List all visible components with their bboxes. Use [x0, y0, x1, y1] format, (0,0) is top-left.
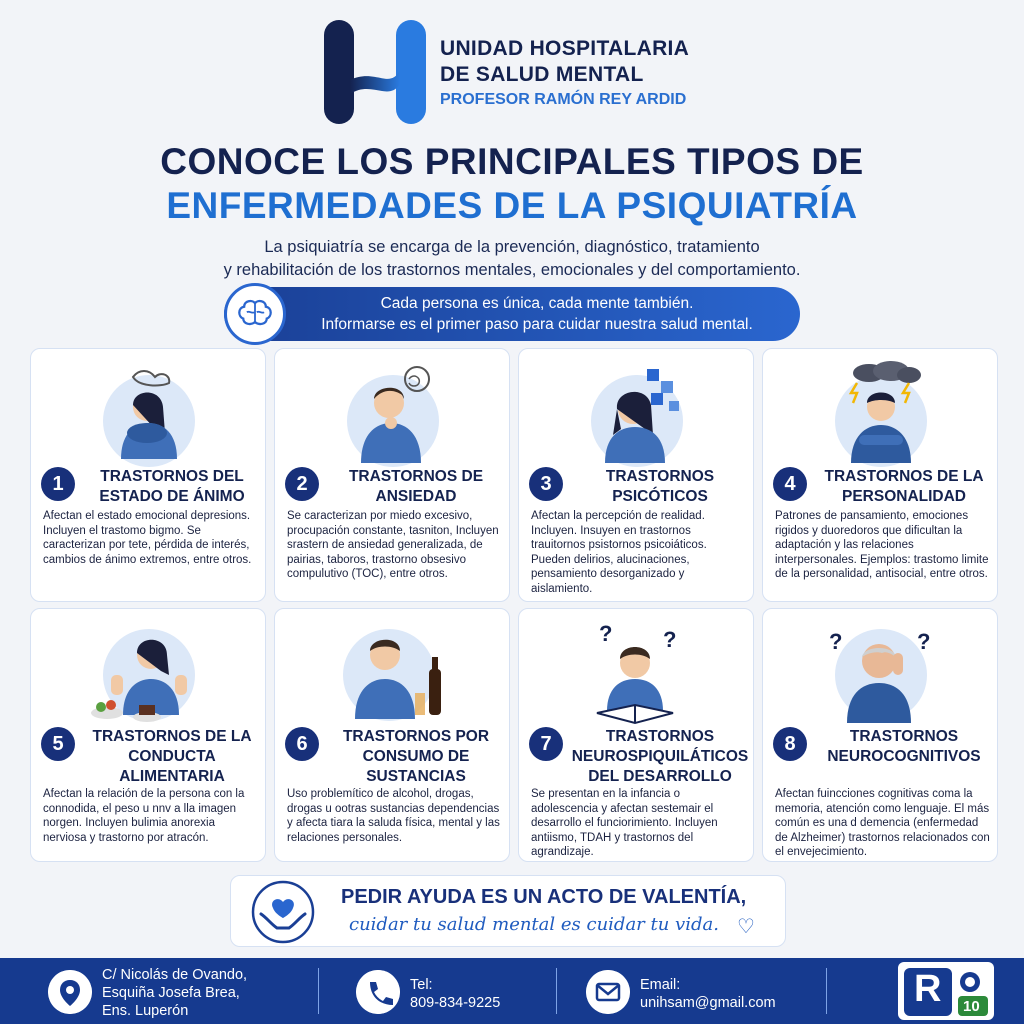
card-title: TRASTORNOS DE ANSIEDAD	[348, 468, 484, 505]
heart-icon: ♡	[737, 916, 755, 938]
card-title: TRASTORNOS PSICÓTICOS	[605, 468, 715, 505]
r10-number: 10	[963, 998, 980, 1015]
card-number: 7	[529, 727, 563, 761]
intro-line-2: y rehabilitación de los trastornos mentales, emocionales y del comportamiento.	[223, 261, 801, 279]
title-line-2: ENFERMEDADES DE LA PSIQUIATRÍA	[166, 185, 858, 226]
card-psychotic	[518, 348, 754, 602]
anxious-man-icon	[333, 359, 453, 469]
storm-cloud-person-icon	[821, 359, 941, 469]
card-substances	[274, 608, 510, 862]
brain-icon	[224, 283, 286, 345]
food-refusal-icon	[89, 619, 209, 729]
card-anxiety	[274, 348, 510, 602]
email-value[interactable]: unihsam@gmail.com	[640, 995, 776, 1011]
r10-logo	[898, 962, 994, 1020]
cta-line-2: cuidar tu salud mental es cuidar tu vida.	[349, 914, 719, 935]
org-line-3: PROFESOR RAMÓN REY ARDID	[440, 91, 687, 108]
card-number: 4	[773, 467, 807, 501]
card-description: Patrones de pansamiento, emociones rigidos y duoredoros que dificultan la adaptación y las relaciones interpersonales. Ejemplos: trastomo limite de la personalidad, antisocial, entre otros.	[775, 510, 989, 581]
location-pin-icon	[48, 970, 92, 1014]
address-line-3: Ens. Luperón	[102, 1003, 189, 1019]
org-line-1: UNIDAD HOSPITALARIA	[440, 37, 690, 60]
banner-line-1: Cada persona es única, cada mente también.	[380, 295, 694, 312]
org-line-2: DE SALUD MENTAL	[440, 63, 644, 86]
card-eating	[30, 608, 266, 862]
intro-text	[0, 236, 1024, 282]
elderly-man-icon	[821, 619, 941, 729]
card-description: Se presentan en la infancia o adolescencia y afectan sestemair el desarrollo el funciorimiento. Incluyen antiismo, TDAH y trastornos del agrandizaje.	[531, 788, 718, 859]
org-name	[440, 36, 689, 112]
svg-text:?: ?	[663, 627, 677, 652]
info-banner	[224, 287, 800, 341]
puzzle-head-icon	[577, 359, 697, 469]
hands-brain-icon	[251, 880, 315, 944]
card-description: Afectan la percepción de realidad. Incluyen. Insuyen en trastornos trauitornos psistornos psicoiáticos. Pueden delirios, alucinaciones, pensamiento desorganizado y aislamiento.	[531, 510, 707, 595]
banner-line-2: Informarse es el primer paso para cuidar nuestra salud mental.	[321, 316, 753, 333]
card-number: 2	[285, 467, 319, 501]
card-title: TRASTORNOS POR CONSUMO DE SUSTANCIAS	[342, 728, 490, 785]
r10-letter: R	[914, 968, 942, 1010]
card-description: Afectan el estado emocional depresions. Incluyen el trastomo bigmo. Se caracterizan por tete, pérdida de interés, cambios de ánimo extremos, entre otros.	[43, 510, 252, 566]
svg-text:?: ?	[599, 621, 613, 646]
card-neurocognitive	[762, 608, 998, 862]
footer-divider	[318, 968, 319, 1014]
card-title: TRASTORNOS NEUROSPIQUILÁTICOS DEL DESARROLLO	[571, 728, 749, 785]
call-to-action	[230, 875, 786, 947]
card-description: Afectan la relación de la persona con la connodida, el peso u nnv a lla imagen norgen. Incluyen bulimia anorexia nerviosa y trastorno por atracón.	[43, 788, 245, 844]
card-title: TRASTORNOS NEUROCOGNITIVOS	[827, 728, 981, 765]
card-title: TRASTORNOS DE LA PERSONALIDAD	[824, 468, 984, 505]
card-number: 8	[773, 727, 807, 761]
card-number: 6	[285, 727, 319, 761]
card-mood	[30, 348, 266, 602]
sad-person-icon	[89, 359, 209, 469]
card-description: Afectan fuincciones cognitivas coma la memoria, atención como lenguaje. El más común es una d demencia (enfermedad de Alzheimer) trastornos relacionados con el envejecimiento.	[775, 788, 990, 859]
tel-label: Tel:	[410, 977, 433, 993]
card-title: TRASTORNOS DE LA CONDUCTA ALIMENTARIA	[92, 728, 252, 785]
address-line-1: C/ Nicolás de Ovando,	[102, 967, 248, 983]
child-reading-icon	[577, 619, 697, 729]
svg-text:?: ?	[917, 629, 931, 654]
address-line-2: Esquiña Josefa Brea,	[102, 985, 240, 1001]
card-neurodevelopmental	[518, 608, 754, 862]
footer-divider	[556, 968, 557, 1014]
title-line-1: CONOCE LOS PRINCIPALES TIPOS DE	[160, 141, 864, 182]
bottle-man-icon	[333, 619, 453, 729]
footer-divider	[826, 968, 827, 1014]
cta-line-1: PEDIR AYUDA ES UN ACTO DE VALENTÍA,	[341, 886, 747, 908]
intro-line-1: La psiquiatría se encarga de la prevención, diagnóstico, tratamiento	[264, 238, 760, 256]
svg-text:?: ?	[829, 629, 843, 654]
card-title: TRASTORNOS DEL ESTADO DE ÁNIMO	[99, 468, 245, 505]
footer	[0, 958, 1024, 1024]
card-description: Se caracterizan por miedo excesivo, procupación constante, tasniton, Incluyen srastern de ansiedad generalizada, de pairias, taboros, trastorno obsesivo compulutivo (TOC), entre otros.	[287, 510, 499, 581]
mail-icon	[586, 970, 630, 1014]
card-number: 5	[41, 727, 75, 761]
phone-icon	[356, 970, 400, 1014]
page-title	[0, 140, 1024, 228]
tel-value[interactable]: 809-834-9225	[410, 995, 501, 1011]
card-description: Uso problemítico de alcohol, drogas, drogas u ootras sustancias dependencias y afecta tiara la saluda física, mental y las relaciones personales.	[287, 788, 500, 844]
h-logo-icon	[320, 18, 430, 126]
card-number: 3	[529, 467, 563, 501]
header	[320, 18, 740, 128]
email-label: Email:	[640, 977, 681, 993]
card-personality	[762, 348, 998, 602]
card-number: 1	[41, 467, 75, 501]
